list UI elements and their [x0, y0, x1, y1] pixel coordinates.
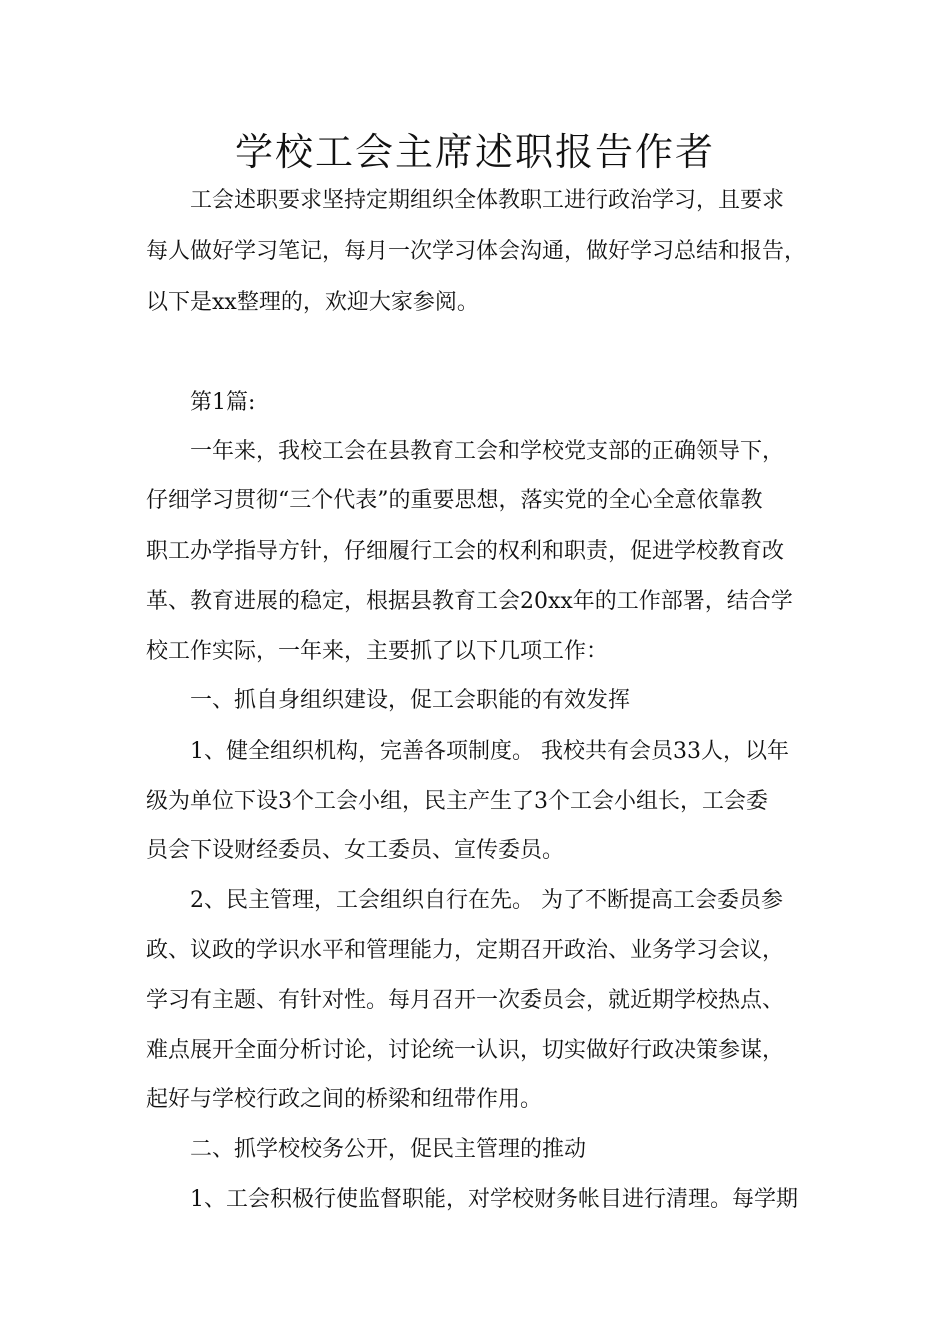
paragraph-1-line-2: 仔细学习贯彻“三个代表”的重要思想，落实党的全心全意依靠教: [146, 488, 763, 513]
item-1-1-line-2: 级为单位下设3个工会小组，民主产生了3个工会小组长，工会委: [146, 789, 768, 814]
item-2-1-line-1: 1、工会积极行使监督职能，对学校财务帐目进行清理。每学期: [190, 1187, 798, 1212]
section-label: 第1篇:: [190, 390, 256, 415]
item-1-2-line-5: 起好与学校行政之间的桥梁和纽带作用。: [146, 1087, 543, 1112]
paragraph-1-line-4: 革、教育进展的稳定，根据县教育工会20xx年的工作部署，结合学: [146, 589, 793, 614]
paragraph-1-line-3: 职工办学指导方针，仔细履行工会的权利和职责，促进学校教育改: [146, 539, 785, 564]
item-1-1-line-3: 员会下设财经委员、女工委员、宣传委员。: [146, 838, 565, 863]
paragraph-1-line-1: 一年来，我校工会在县教育工会和学校党支部的正确领导下，: [190, 439, 785, 464]
section-heading-2: 二、抓学校校务公开，促民主管理的推动: [190, 1137, 587, 1162]
intro-line-1: 工会述职要求坚持定期组织全体教职工进行政治学习，且要求: [190, 188, 785, 213]
item-1-2-line-4: 难点展开全面分析讨论，讨论统一认识，切实做好行政决策参谋，: [146, 1038, 785, 1063]
intro-line-2: 每人做好学习笔记，每月一次学习体会沟通，做好学习总结和报告，: [146, 239, 807, 264]
item-1-2-line-2: 政、议政的学识水平和管理能力，定期召开政治、业务学习会议，: [146, 938, 785, 963]
paragraph-1-line-5: 校工作实际，一年来，主要抓了以下几项工作：: [146, 639, 609, 664]
intro-line-3: 以下是xx整理的，欢迎大家参阅。: [146, 290, 479, 315]
item-1-2-line-1: 2、民主管理，工会组织自行在先。 为了不断提高工会委员参: [190, 888, 783, 913]
section-heading-1: 一、抓自身组织建设，促工会职能的有效发挥: [190, 688, 631, 713]
item-1-1-line-1: 1、健全组织机构，完善各项制度。 我校共有会员33人，以年: [190, 739, 789, 764]
item-1-2-line-3: 学习有主题、有针对性。每月召开一次委员会，就近期学校热点、: [146, 988, 785, 1013]
document-title: 学校工会主席述职报告作者: [234, 130, 715, 174]
